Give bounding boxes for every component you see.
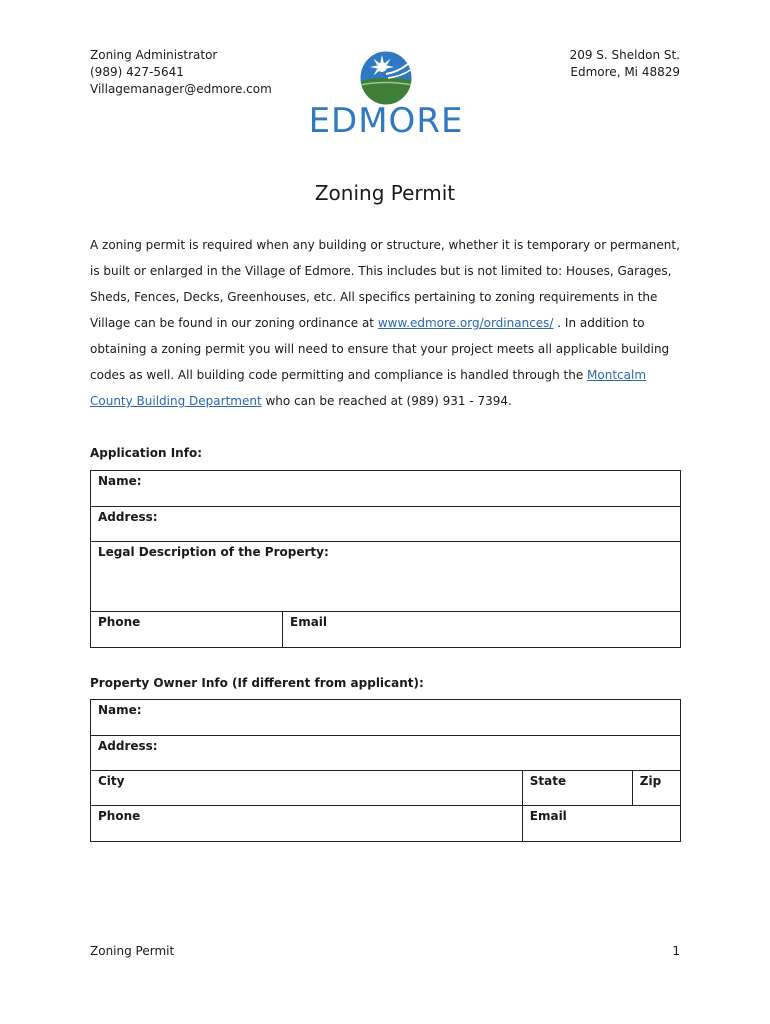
edmore-logo [290, 50, 482, 142]
contact-block [90, 47, 272, 98]
intro-text-2: . In addition to obtaining a zoning permit you will need to ensure that your project meets all applicable building codes as well. All building code permitting and compliance is handled through the [90, 316, 670, 382]
applicant-phone-field[interactable]: Phone [91, 612, 283, 648]
owner-state-field[interactable]: State [522, 771, 632, 806]
logo-wordmark: EDMORE [308, 101, 464, 141]
owner-email-field[interactable]: Email [522, 806, 680, 842]
contact-email: Villagemanager@edmore.com [90, 82, 272, 96]
owner-city-field[interactable]: City [91, 771, 523, 806]
intro-text-1: A zoning permit is required when any building or structure, whether it is temporary or permanent, is built or enlarged in the Village of Edmore. This includes but is not limited to: Houses, Garages, Sheds, Fences, Decks, Greenhouses, etc. All specifics pertaining to zoning requirements in the Village can be found in our zoning ordinance at [90, 238, 680, 330]
owner-info-table [90, 699, 681, 842]
building-department-link[interactable]: Montcalm County Building Department [90, 368, 647, 408]
intro-text-3: who can be reached at (989) 931 - 7394. [261, 394, 512, 408]
address-city: Edmore, Mi 48829 [570, 65, 680, 79]
owner-name-field[interactable]: Name: [91, 700, 681, 736]
legal-description-field[interactable]: Legal Description of the Property: [91, 542, 681, 612]
owner-zip-field[interactable]: Zip [632, 771, 680, 806]
page-number: 1 [672, 944, 680, 958]
applicant-address-field[interactable]: Address: [91, 507, 681, 542]
application-info-heading: Application Info: [90, 446, 202, 460]
page-title: Zoning Permit [314, 181, 456, 205]
address-street: 209 S. Sheldon St. [569, 48, 680, 62]
owner-address-field[interactable]: Address: [91, 736, 681, 771]
contact-title: Zoning Administrator [90, 48, 218, 62]
logo-emblem-icon [290, 50, 482, 106]
address-block [570, 47, 680, 81]
owner-info-heading: Property Owner Info (If different from applicant): [90, 676, 424, 690]
applicant-name-field[interactable]: Name: [91, 471, 681, 507]
applicant-email-field[interactable]: Email [283, 612, 681, 648]
footer-label: Zoning Permit [90, 944, 175, 958]
intro-paragraph [90, 232, 682, 414]
owner-phone-field[interactable]: Phone [91, 806, 523, 842]
contact-phone: (989) 427-5641 [90, 65, 184, 79]
application-info-table [90, 470, 681, 648]
ordinances-link[interactable]: www.edmore.org/ordinances/ [377, 316, 554, 330]
